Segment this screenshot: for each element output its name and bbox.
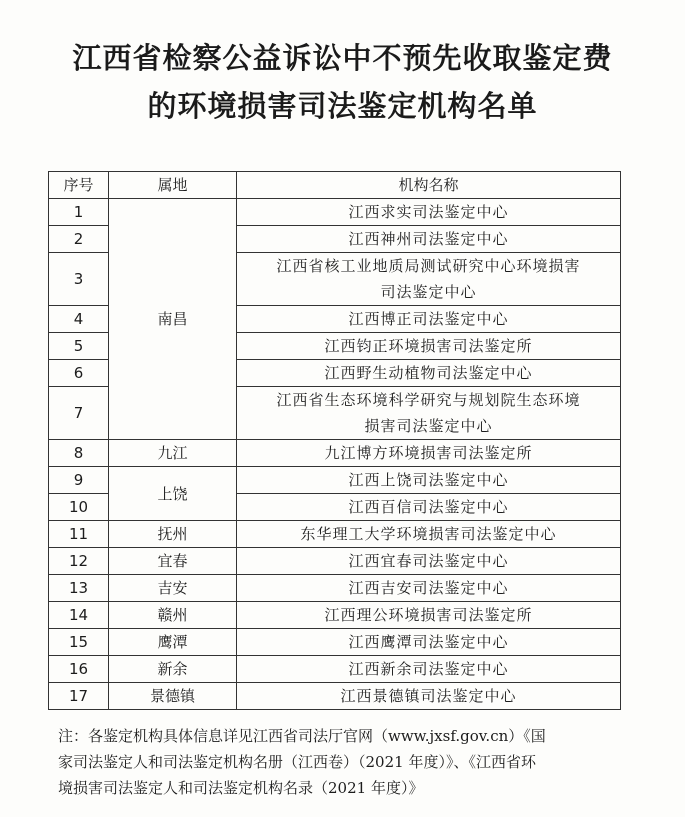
header-institution-name: 机构名称	[237, 172, 621, 199]
institution-name-line: 江西吉安司法鉴定中心	[348, 579, 509, 597]
institution-name-cell	[237, 226, 621, 253]
institution-name-cell	[237, 360, 621, 387]
table-row	[49, 521, 621, 548]
institution-name-cell	[237, 575, 621, 602]
serial-cell: 2	[49, 226, 109, 253]
table-body	[49, 199, 621, 710]
serial-cell: 6	[49, 360, 109, 387]
document-title-line-2: 的环境损害司法鉴定机构名单	[147, 89, 538, 123]
table-row	[49, 683, 621, 710]
institution-name-cell	[237, 656, 621, 683]
institution-name-line: 东华理工大学环境损害司法鉴定中心	[300, 525, 557, 543]
institution-name-line: 江西省生态环境科学研究与规划院生态环境	[276, 391, 581, 409]
institution-name-line: 江西鹰潭司法鉴定中心	[348, 633, 509, 651]
table-row	[49, 440, 621, 467]
institution-name-cell	[237, 683, 621, 710]
institution-name-cell	[237, 467, 621, 494]
serial-cell: 14	[49, 602, 109, 629]
serial-cell: 5	[49, 333, 109, 360]
region-cell: 赣州	[109, 602, 237, 629]
institution-name-line: 江西理公环境损害司法鉴定所	[324, 606, 533, 624]
table-row	[49, 602, 621, 629]
table-row	[49, 575, 621, 602]
serial-cell: 12	[49, 548, 109, 575]
serial-cell: 10	[49, 494, 109, 521]
institution-name-cell	[237, 548, 621, 575]
institution-name-line: 江西百信司法鉴定中心	[348, 498, 509, 516]
serial-cell: 3	[49, 253, 109, 306]
table-row	[49, 629, 621, 656]
institution-name-line: 江西省核工业地质局测试研究中心环境损害	[276, 257, 581, 275]
serial-cell: 17	[49, 683, 109, 710]
institution-name-line: 九江博方环境损害司法鉴定所	[324, 444, 533, 462]
institution-name-line: 江西新余司法鉴定中心	[348, 660, 509, 678]
institution-table	[48, 171, 621, 710]
institution-name-cell	[237, 440, 621, 467]
region-cell: 鹰潭	[109, 629, 237, 656]
serial-cell: 15	[49, 629, 109, 656]
region-cell: 抚州	[109, 521, 237, 548]
institution-name-line: 江西景德镇司法鉴定中心	[340, 687, 517, 705]
institution-name-line: 江西上饶司法鉴定中心	[348, 471, 509, 489]
serial-cell: 16	[49, 656, 109, 683]
table-header-row	[49, 172, 621, 199]
table-row	[49, 467, 621, 494]
institution-name-line: 江西野生动植物司法鉴定中心	[324, 364, 533, 382]
institution-name-line: 江西宜春司法鉴定中心	[348, 552, 509, 570]
institution-name-cell	[237, 494, 621, 521]
region-cell: 南昌	[109, 199, 237, 440]
region-cell: 新余	[109, 656, 237, 683]
serial-cell: 1	[49, 199, 109, 226]
table-row	[49, 656, 621, 683]
serial-cell: 13	[49, 575, 109, 602]
institution-name-cell	[237, 521, 621, 548]
institution-name-cell	[237, 387, 621, 440]
institution-name-line: 江西求实司法鉴定中心	[348, 203, 509, 221]
institution-name-line: 江西博正司法鉴定中心	[348, 310, 509, 328]
table-row	[49, 548, 621, 575]
serial-cell: 4	[49, 306, 109, 333]
footnote-line: 注：各鉴定机构具体信息详见江西省司法厅官网（www.jxsf.gov.cn）《国	[58, 727, 546, 745]
serial-cell: 11	[49, 521, 109, 548]
footnote	[58, 723, 630, 801]
table-row	[49, 199, 621, 226]
region-cell: 宜春	[109, 548, 237, 575]
document-title-line-1: 江西省检察公益诉讼中不预先收取鉴定费	[72, 41, 613, 75]
institution-name-line: 江西钧正环境损害司法鉴定所	[324, 337, 533, 355]
institution-name-cell	[237, 306, 621, 333]
institution-name-cell	[237, 333, 621, 360]
serial-cell: 7	[49, 387, 109, 440]
region-cell: 吉安	[109, 575, 237, 602]
region-cell: 景德镇	[109, 683, 237, 710]
header-region: 属地	[109, 172, 237, 199]
serial-cell: 8	[49, 440, 109, 467]
footnote-line: 境损害司法鉴定人和司法鉴定机构名录（2021 年度）》	[58, 779, 424, 797]
institution-name-line: 损害司法鉴定中心	[364, 417, 493, 435]
footnote-line: 家司法鉴定人和司法鉴定机构名册（江西卷）（2021 年度）》、《江西省环	[58, 753, 536, 771]
institution-name-line: 司法鉴定中心	[380, 283, 477, 301]
region-cell: 九江	[109, 440, 237, 467]
institution-name-cell	[237, 602, 621, 629]
institution-name-cell	[237, 629, 621, 656]
region-cell: 上饶	[109, 467, 237, 521]
institution-name-line: 江西神州司法鉴定中心	[348, 230, 509, 248]
institution-name-cell	[237, 199, 621, 226]
header-serial: 序号	[49, 172, 109, 199]
serial-cell: 9	[49, 467, 109, 494]
institution-name-cell	[237, 253, 621, 306]
